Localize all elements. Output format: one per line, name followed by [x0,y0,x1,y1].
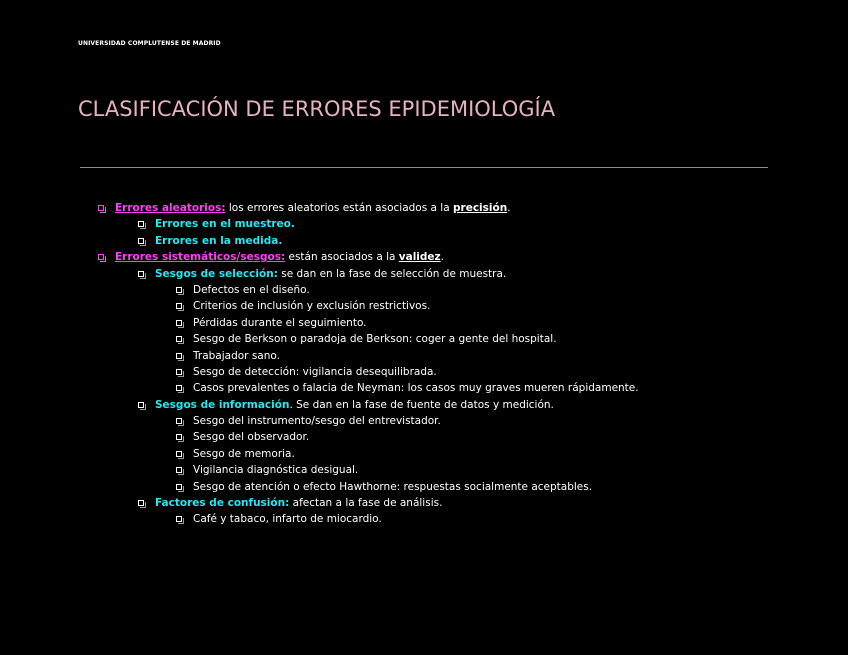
term-factores-confusion: Factores de confusión: [155,497,290,510]
list-item [0,348,848,364]
list-text: Sesgo de Berkson o paradoja de Berkson: coger a gente del hospital. [193,333,557,346]
square-bullet-icon [176,303,182,309]
list-text: los errores aleatorios están asociados a la [225,202,453,214]
list-item [0,380,848,396]
square-bullet-icon [138,271,144,277]
square-bullet-icon [176,516,182,522]
list-text: Café y tabaco, infarto de miocardio. [193,513,382,526]
list-text: Sesgo del observador. [193,431,310,444]
list-item [0,315,848,331]
square-bullet-icon [176,353,182,359]
square-bullet-icon [138,238,144,244]
list-item [0,233,848,249]
list-item-errores-sistematicos [0,249,848,265]
square-bullet-icon [176,320,182,326]
list-text: Trabajador sano. [193,349,280,362]
list-item [0,216,848,232]
square-bullet-icon [138,221,144,227]
square-bullet-icon [176,451,182,457]
square-bullet-icon [98,254,104,260]
square-bullet-icon [176,369,182,375]
list-item [0,479,848,495]
list-item [0,364,848,380]
list-text: Errores en la medida. [155,234,283,247]
list-text: Sesgo de memoria. [193,447,295,460]
square-bullet-icon [176,385,182,391]
term-sesgos-informacion: Sesgos de información [155,398,290,411]
square-bullet-icon [176,287,182,293]
square-bullet-icon [176,484,182,490]
list-item-sesgos-seleccion [0,266,848,282]
list-text: Sesgo de atención o efecto Hawthorne: respuestas socialmente aceptables. [193,480,593,493]
square-bullet-icon [138,500,144,506]
list-item [0,282,848,298]
term-sesgos-seleccion: Sesgos de selección: [155,267,278,280]
term-errores-aleatorios: Errores aleatorios: [115,202,226,214]
list-text: están asociados a la [285,251,399,264]
list-text: Criterios de inclusión y exclusión restrictivos. [193,300,431,313]
punctuation: . [507,202,511,214]
list-item-factores-confusion [0,495,848,511]
square-bullet-icon [176,336,182,342]
list-item [0,446,848,462]
keyword-precision: precisión [453,202,508,214]
outline [0,200,848,528]
term-errores-sistematicos: Errores sistemáticos/sesgos: [115,251,286,264]
university-name: UNIVERSIDAD COMPLUTENSE DE MADRID [78,40,221,47]
list-text: se dan en la fase de selección de muestra. [277,267,507,280]
keyword-validez: validez [398,251,441,264]
punctuation: . [440,251,445,264]
list-text: . Se dan en la fase de fuente de datos y medición. [289,398,554,411]
list-item [0,511,848,527]
list-item [0,462,848,478]
list-item [0,429,848,445]
list-text: afectan a la fase de análisis. [289,497,443,510]
list-text: Sesgo del instrumento/sesgo del entrevistador. [193,415,441,428]
title-divider [80,167,768,168]
list-text: Errores en el muestreo. [155,218,295,231]
list-item-sesgos-informacion [0,397,848,413]
square-bullet-icon [176,418,182,424]
list-item-errores-aleatorios [0,200,848,216]
list-item [0,331,848,347]
list-text: Casos prevalentes o falacia de Neyman: los casos muy graves mueren rápidamente. [193,382,639,395]
list-text: Pérdidas durante el seguimiento. [193,316,367,329]
list-text: Defectos en el diseño. [193,283,310,296]
slide-title: CLASIFICACIÓN DE ERRORES EPIDEMIOLOGÍA [78,97,556,121]
list-text: Sesgo de detección: vigilancia desequilibrada. [193,365,437,378]
list-item [0,298,848,314]
list-item [0,413,848,429]
square-bullet-icon [98,205,104,211]
list-text: Vigilancia diagnóstica desigual. [193,464,359,477]
square-bullet-icon [138,402,144,408]
square-bullet-icon [176,467,182,473]
square-bullet-icon [176,434,182,440]
